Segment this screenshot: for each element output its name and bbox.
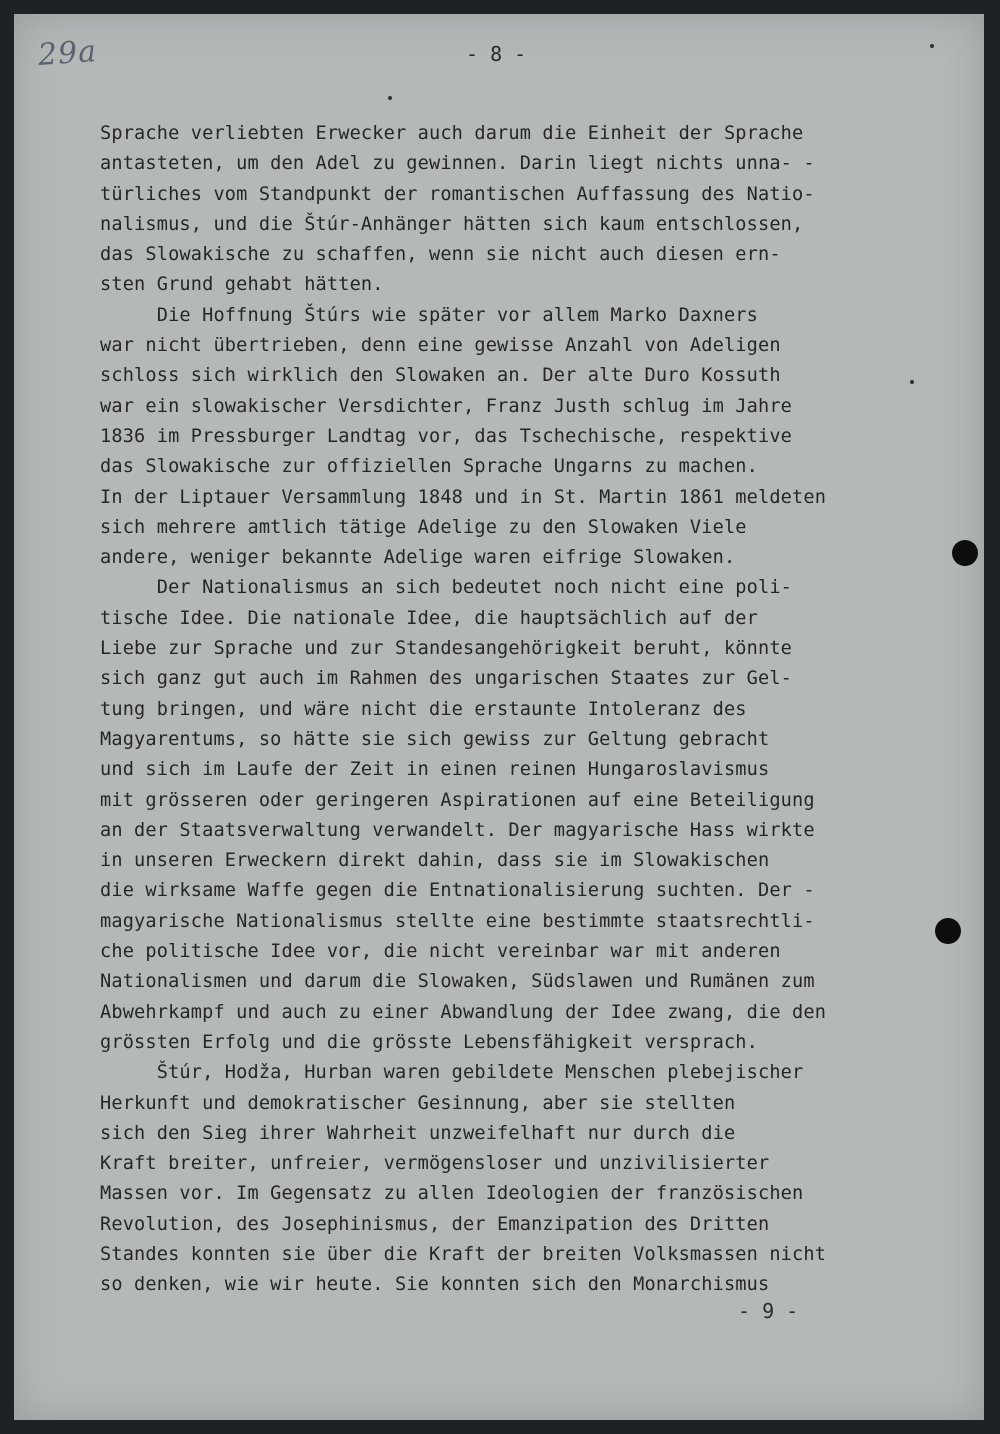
paper-speck [910, 380, 914, 384]
page-number: - 8 - [466, 42, 527, 66]
text-line: das Slowakische zur offiziellen Sprache Ungarns zu machen. [100, 456, 758, 478]
text-line: tung bringen, und wäre nicht die erstaunte Intoleranz des [100, 698, 747, 720]
text-line: und sich im Laufe der Zeit in einen reinen Hungaroslavismus [100, 759, 770, 781]
text-line: 1836 im Pressburger Landtag vor, das Tschechische, respektive [100, 425, 793, 447]
text-line: war ein slowakischer Versdichter, Franz Justh schlug im Jahre [100, 395, 793, 417]
text-line: Nationalismen und darum die Slowaken, Südslawen und Rumänen zum [100, 971, 815, 993]
text-line: Der Nationalismus an sich bedeutet noch nicht eine poli- [100, 577, 793, 599]
text-line: Kraft breiter, unfreier, vermögensloser und unzivilisierter [100, 1153, 770, 1175]
text-line: Abwehrkampf und auch zu einer Abwandlung der Idee zwang, die den [100, 1001, 827, 1023]
next-page-marker: - 9 - [738, 1299, 799, 1323]
text-line: tische Idee. Die nationale Idee, die hauptsächlich auf der [100, 607, 758, 629]
text-line: Magyarentums, so hätte sie sich gewiss zur Geltung gebracht [100, 728, 770, 750]
text-line: sich ganz gut auch im Rahmen des ungarischen Staates zur Gel- [100, 668, 793, 690]
text-line: Štúr, Hodža, Hurban waren gebildete Menschen plebejischer [100, 1062, 804, 1084]
text-line: Sprache verliebten Erwecker auch darum die Einheit der Sprache [100, 123, 804, 144]
text-line: in unseren Erweckern direkt dahin, dass sie im Slowakischen [100, 850, 770, 872]
paper-speck [388, 96, 392, 100]
text-line: Revolution, des Josephinismus, der Emanzipation des Dritten [100, 1213, 770, 1235]
text-line: Standes konnten sie über die Kraft der breiten Volksmassen nicht [100, 1243, 827, 1265]
text-line: schloss sich wirklich den Slowaken an. Der alte Duro Kossuth [100, 365, 781, 387]
text-line: magyarische Nationalismus stellte eine bestimmte staatsrechtli- [100, 910, 815, 932]
punch-hole-lower [935, 918, 961, 944]
text-line: so denken, wie wir heute. Sie konnten sich den Monarchismus [100, 1274, 770, 1296]
text-line: Massen vor. Im Gegensatz zu allen Ideologien der französischen [100, 1183, 804, 1205]
text-line: antasteten, um den Adel zu gewinnen. Darin liegt nichts unna- - [100, 153, 815, 175]
punch-hole-upper [952, 540, 978, 566]
text-line: das Slowakische zu schaffen, wenn sie nicht auch diesen ern- [100, 244, 781, 266]
text-line: Herkunft und demokratischer Gesinnung, aber sie stellten [100, 1092, 736, 1114]
text-line: che politische Idee vor, die nicht vereinbar war mit anderen [100, 941, 781, 963]
text-line: sten Grund gehabt hätten. [100, 274, 384, 296]
text-line: an der Staatsverwaltung verwandelt. Der magyarische Hass wirkte [100, 819, 815, 841]
handwritten-archive-mark: 29a [36, 33, 99, 74]
text-line: grössten Erfolg und die grösste Lebensfähigkeit versprach. [100, 1031, 758, 1053]
document-page [14, 14, 984, 1420]
text-line: türliches vom Standpunkt der romantischen Auffassung des Natio- [100, 183, 815, 205]
paper-speck [930, 44, 934, 48]
text-line: Die Hoffnung Štúrs wie später vor allem Marko Daxners [100, 304, 758, 326]
text-line: war nicht übertrieben, denn eine gewisse Anzahl von Adeligen [100, 335, 781, 357]
text-line: In der Liptauer Versammlung 1848 und in St. Martin 1861 meldeten [100, 486, 827, 508]
typed-body-text [100, 119, 960, 1301]
text-line: mit grösseren oder geringeren Aspirationen auf eine Beteiligung [100, 789, 815, 811]
text-line: die wirksame Waffe gegen die Entnationalisierung suchten. Der - [100, 880, 815, 902]
text-line: sich den Sieg ihrer Wahrheit unzweifelhaft nur durch die [100, 1122, 736, 1144]
text-line: andere, weniger bekannte Adelige waren eifrige Slowaken. [100, 547, 736, 569]
text-line: nalismus, und die Štúr-Anhänger hätten sich kaum entschlossen, [100, 213, 804, 235]
text-line: Liebe zur Sprache und zur Standesangehörigkeit beruht, könnte [100, 638, 793, 660]
text-line: sich mehrere amtlich tätige Adelige zu den Slowaken Viele [100, 516, 747, 538]
